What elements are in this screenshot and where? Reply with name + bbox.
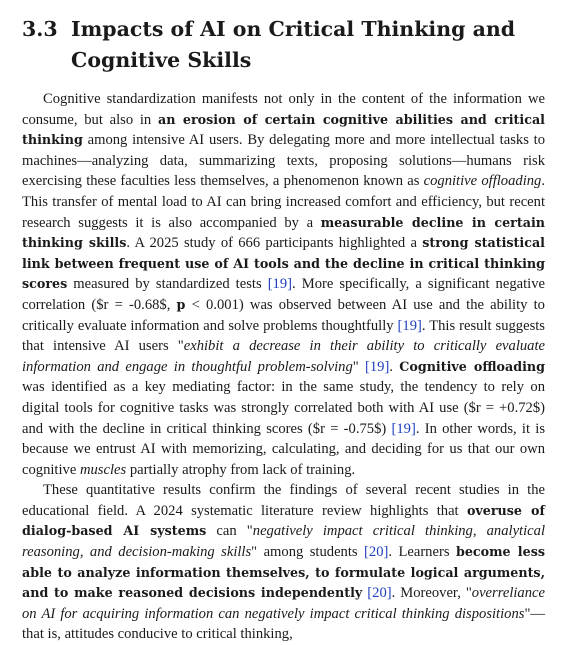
text-run: among intensive AI users. By delegating more and more intellectual tasks to machines—analyzing data, summarizing texts, proposing solutions—humans risk exercising these faculties less themselves, a phenomenon known as: [22, 132, 545, 190]
text-run: can ": [206, 523, 253, 540]
text-run: "—that is, attitudes conducive to critical thinking,: [22, 605, 545, 643]
bold-text: an erosion of certain cognitive abilities and critical thinking: [22, 111, 545, 148]
text-run: measured by standardized tests: [67, 276, 268, 293]
italic-text: overreliance on AI for acquiring information can negatively impact critical thinking dispositions: [22, 585, 545, 622]
text-run: ": [352, 358, 366, 375]
text-run: . More specifically, a significant negative correlation ($r = -0.68$,: [22, 276, 545, 313]
section-number: 3.3: [22, 17, 58, 41]
citation-link[interactable]: [19]: [397, 317, 422, 334]
italic-text: negatively impact critical thinking, analytical reasoning, and decision-making skills: [22, 523, 545, 561]
text-run: " among students: [251, 544, 365, 561]
text-run: These quantitative results confirm the findings of several recent studies in the educational field. A 2024 systematic literature review highlights that: [22, 482, 545, 519]
italic-text: cognitive offloading: [423, 173, 542, 190]
text-run: . This result suggests that intensive AI users ": [22, 317, 545, 355]
text-run: . Learners: [388, 544, 456, 561]
citation-link[interactable]: [20]: [367, 585, 392, 602]
paragraph-1: [22, 89, 545, 480]
text-run: partially atrophy from lack of training.: [126, 461, 356, 478]
bold-text: Cognitive offloading: [399, 358, 546, 374]
text-run: . This transfer of mental load to AI can bring increased comfort and efficiency, but recent research suggests it is also accompanied by a: [22, 173, 546, 231]
citation-link[interactable]: [19]: [267, 276, 293, 293]
citation-link[interactable]: [20]: [364, 544, 389, 561]
paragraph-2: [22, 480, 545, 645]
citation-link[interactable]: [19]: [391, 420, 416, 437]
section-body: [22, 89, 545, 645]
citation-link[interactable]: [19]: [365, 358, 390, 375]
section-heading: [22, 14, 552, 76]
bold-text: become less able to analyze information themselves, to formulate logical arguments, and to make reasoned decisions independently: [22, 544, 545, 601]
text-run: . In other words, it is because we entrust AI with memorizing, calculating, and deciding for us that our own cognitive: [22, 420, 545, 478]
text-run: Cognitive standardization manifests not only in the content of the information we consume, but also in: [22, 91, 545, 128]
bold-text: measurable decline in certain thinking skills: [22, 214, 545, 251]
italic-text: muscles: [79, 461, 127, 478]
bold-text: strong statistical link between frequent use of AI tools and the decline in critical thinking scores: [22, 235, 545, 292]
text-run: . Moreover, ": [391, 585, 472, 602]
italic-text: exhibit a decrease in their ability to critically evaluate information and engage in thoughtful problem-solving: [22, 338, 545, 375]
text-run: was identified as a key mediating factor: in the same study, the tendency to rely on digital tools for cognitive tasks was strongly correlated both with AI use ($r = +0.72$) and with the decline in critical thinking scores ($r = -0.75$): [22, 379, 545, 437]
text-run: .: [389, 358, 400, 375]
bold-text: p: [176, 296, 186, 312]
bold-text: overuse of dialog-based AI systems: [22, 502, 545, 539]
text-run: . A 2025 study of 666 participants highlighted a: [126, 235, 423, 252]
text-run: < 0.001) was observed between AI use and the ability to critically evaluate information and solve problems thoughtfully: [22, 296, 545, 334]
section-title: Impacts of AI on Critical Thinking and Cognitive Skills: [71, 17, 516, 72]
